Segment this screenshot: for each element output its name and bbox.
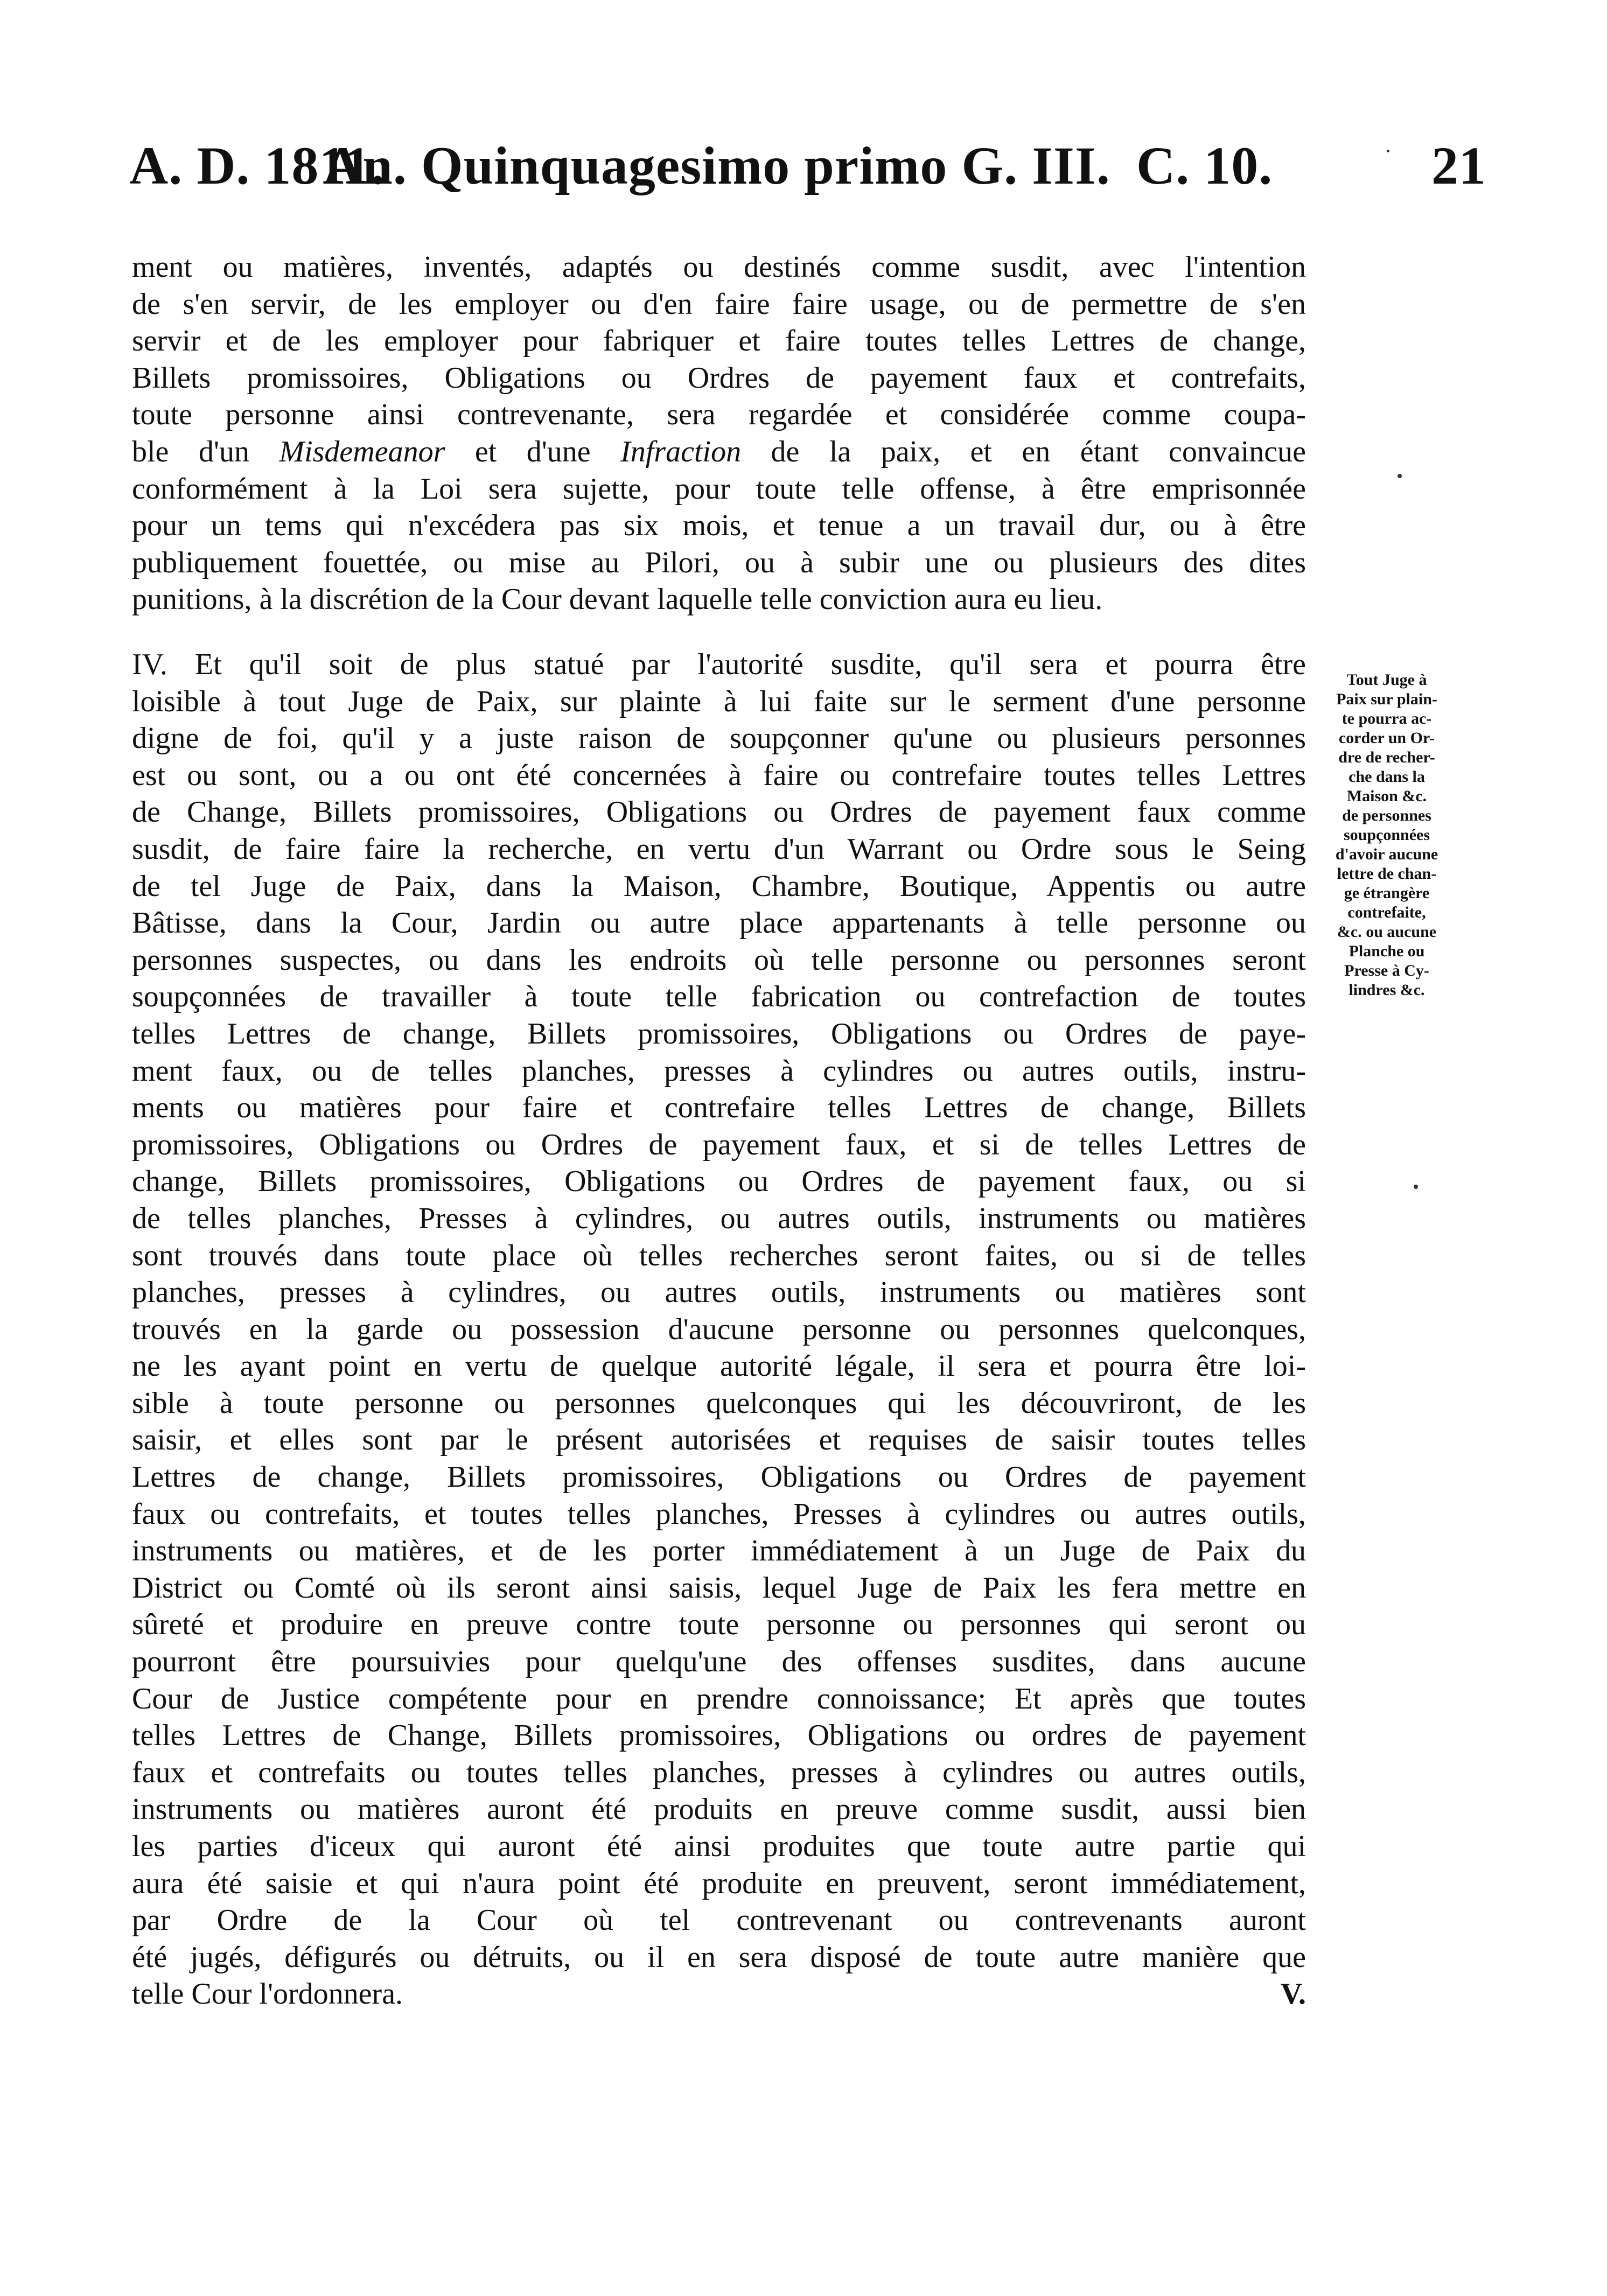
section-iv-paragraph — [132, 646, 1306, 2013]
text-line: publiquement fouettée, ou mise au Pilori, ou à subir une ou plusieurs des dites — [132, 545, 1306, 579]
text-line-final — [132, 1976, 1306, 2013]
margin-note-line: Presse à Cy- — [1344, 962, 1429, 979]
text-line: Billets promissoires, Obligations ou Ordres de payement faux et contrefaits, — [132, 361, 1306, 395]
text-line: toute personne ainsi contrevenante, sera regardée et considérée comme coupa- — [132, 398, 1306, 432]
header-chapter: C. 10. — [1136, 136, 1273, 195]
margin-note-line: &c. ou aucune — [1337, 923, 1437, 941]
margin-note-line: lettre de chan- — [1337, 865, 1437, 883]
text-line: faux ou contrefaits, et toutes telles planches, Presses à cylindres ou autres outils, — [132, 1497, 1306, 1531]
final-line-text: telle Cour l'ordonnera. — [132, 1977, 403, 2011]
margin-note-line: che dans la — [1349, 768, 1425, 786]
text-line: de tel Juge de Paix, dans la Maison, Chambre, Boutique, Appentis ou autre — [132, 869, 1306, 903]
text-line: pour un tems qui n'excédera pas six mois, et tenue a un travail dur, ou à être — [132, 509, 1306, 543]
print-speck — [1398, 474, 1402, 478]
print-speck — [1414, 1185, 1418, 1189]
margin-note-line: ge étrangère — [1344, 884, 1430, 902]
text-line: ments ou matières pour faire et contrefaire telles Lettres de change, Billets — [132, 1091, 1306, 1125]
margin-note-line: d'avoir aucune — [1335, 845, 1438, 863]
margin-note-line: dre de recher- — [1338, 748, 1435, 766]
text-line: de Change, Billets promissoires, Obligations ou Ordres de payement faux comme — [132, 795, 1306, 829]
page-number: 21 — [1431, 136, 1486, 195]
text-line: instruments ou matières auront été produits en preuve comme susdit, aussi bien — [132, 1793, 1306, 1826]
text-line: saisir, et elles sont par le présent autorisées et requises de saisir toutes telles — [132, 1423, 1306, 1457]
text-line: ne les ayant point en vertu de quelque autorité légale, il sera et pourra être loi- — [132, 1349, 1306, 1383]
text-line: digne de foi, qu'il y a juste raison de soupçonner qu'une ou plusieurs personnes — [132, 722, 1306, 755]
text-line: telles Lettres de Change, Billets promissoires, Obligations ou ordres de payement — [132, 1719, 1306, 1753]
text-line: de telles planches, Presses à cylindres, ou autres outils, instruments ou matières — [132, 1201, 1306, 1235]
margin-note-line: Tout Juge à — [1346, 671, 1427, 689]
text-line: servir et de les employer pour fabriquer et faire toutes telles Lettres de change, — [132, 324, 1306, 358]
signature-mark: V. — [1280, 1977, 1306, 2011]
text-line: les parties d'iceux qui auront été ainsi produites que toute autre partie qui — [132, 1830, 1306, 1863]
paragraph-continuation — [132, 249, 1306, 618]
text-line: sûreté et produire en preuve contre toute personne ou personnes qui seront ou — [132, 1608, 1306, 1642]
text-line: change, Billets promissoires, Obligations ou Ordres de payement faux, ou si — [132, 1165, 1306, 1199]
text-line: Bâtisse, dans la Cour, Jardin ou autre place appartenants à telle personne ou — [132, 906, 1306, 940]
text-line: IV. Et qu'il soit de plus statué par l'autorité susdite, qu'il sera et pourra être — [132, 648, 1306, 681]
margin-note-line: Maison &c. — [1346, 787, 1427, 805]
text-line: sont trouvés dans toute place où telles recherches seront faites, ou si de telles — [132, 1238, 1306, 1272]
text-line: susdit, de faire faire la recherche, en vertu d'un Warrant ou Ordre sous le Seing — [132, 832, 1306, 866]
text-line: de s'en servir, de les employer ou d'en faire faire usage, ou de permettre de s'en — [132, 287, 1306, 321]
text-line: ble d'un Misdemeanor et d'une Infraction de la paix, et en étant convaincue — [132, 435, 1306, 468]
header-title: An. Quinquagesimo primo G. III. — [323, 136, 1110, 195]
text-line: trouvés en la garde ou possession d'aucune personne ou personnes quelconques, — [132, 1312, 1306, 1346]
text-line: promissoires, Obligations ou Ordres de payement faux, et si de telles Lettres de — [132, 1128, 1306, 1161]
text-line: été jugés, défigurés ou détruits, ou il en sera disposé de toute autre manière que — [132, 1940, 1306, 1974]
text-line: planches, presses à cylindres, ou autres outils, instruments ou matières sont — [132, 1276, 1306, 1310]
text-line: ment ou matières, inventés, adaptés ou destinés comme susdit, avec l'intention — [132, 250, 1306, 284]
text-line: sible à toute personne ou personnes quelconques qui les découvriront, de les — [132, 1386, 1306, 1420]
text-line: faux et contrefaits ou toutes telles planches, presses à cylindres ou autres outils, — [132, 1755, 1306, 1789]
text-line: Lettres de change, Billets promissoires, Obligations ou Ordres de payement — [132, 1460, 1306, 1494]
margin-note-line: Paix sur plain- — [1336, 690, 1437, 708]
margin-note-line: lindres &c. — [1349, 981, 1425, 999]
text-line: aura été saisie et qui n'aura point été produite en preuvent, seront immédiatement, — [132, 1866, 1306, 1900]
running-header — [129, 135, 1486, 199]
text-line: District ou Comté où ils seront ainsi saisis, lequel Juge de Paix les fera mettre en — [132, 1571, 1306, 1605]
margin-note — [1319, 670, 1454, 1000]
text-line: telles Lettres de change, Billets promissoires, Obligations ou Ordres de paye- — [132, 1017, 1306, 1051]
text-line: ment faux, ou de telles planches, presses à cylindres ou autres outils, instru- — [132, 1054, 1306, 1088]
text-line: Cour de Justice compétente pour en prendre connoissance; Et après que toutes — [132, 1682, 1306, 1716]
margin-note-line: te pourra ac- — [1342, 710, 1432, 727]
text-line: par Ordre de la Cour où tel contrevenant ou contrevenants auront — [132, 1903, 1306, 1937]
header-year: A. D. 1811. — [129, 136, 385, 195]
margin-note-line: Planche ou — [1349, 942, 1425, 960]
text-line: loisible à tout Juge de Paix, sur plainte à lui faite sur le serment d'une personne — [132, 684, 1306, 718]
print-speck — [1387, 150, 1389, 152]
margin-note-line: soupçonnées — [1343, 826, 1430, 844]
margin-note-line: corder un Or- — [1338, 729, 1435, 747]
text-line: instruments ou matières, et de les porter immédiatement à un Juge de Paix du — [132, 1534, 1306, 1568]
text-line: est ou sont, ou a ou ont été concernées à faire ou contrefaire toutes telles Lettres — [132, 758, 1306, 792]
text-line: pourront être poursuivies pour quelqu'une des offenses susdites, dans aucune — [132, 1645, 1306, 1679]
text-line: conformément à la Loi sera sujette, pour toute telle offense, à être emprisonnée — [132, 472, 1306, 506]
margin-note-line: contrefaite, — [1347, 904, 1426, 921]
text-line: personnes suspectes, ou dans les endroits où telle personne ou personnes seront — [132, 943, 1306, 977]
text-line: soupçonnées de travailler à toute telle fabrication ou contrefaction de toutes — [132, 980, 1306, 1014]
text-line: punitions, à la discrétion de la Cour devant laquelle telle conviction aura eu lieu. — [132, 583, 1103, 617]
margin-note-line: de personnes — [1342, 807, 1431, 824]
